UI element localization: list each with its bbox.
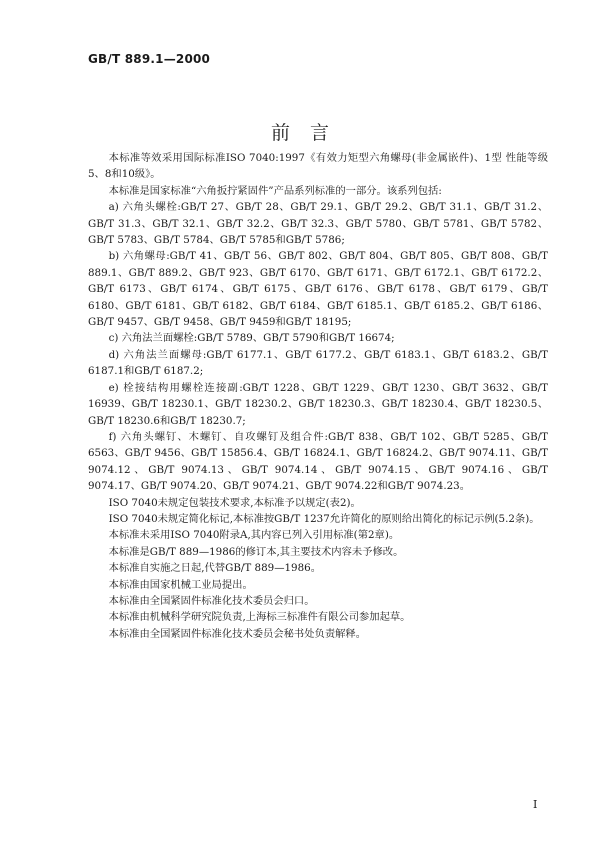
paragraph-marking: ISO 7040未规定简化标记,本标准按GB/T 1237允许简化的原则给出简化的标记示例(5.2条)。 (108, 512, 540, 525)
paragraph-proposed-by: 本标准由国家机械工业局提出。 (108, 578, 253, 591)
paragraph-packaging: ISO 7040未规定包装技术要求,本标准予以规定(表2)。 (108, 496, 361, 509)
page-title: 前言 (270, 122, 349, 144)
paragraph-drafted-by: 本标准由机械科学研究院负责,上海标三标准件有限公司参加起草。 (108, 611, 411, 624)
list-item-f: f) 六角头螺钉、木螺钉、自攻螺钉及组合件:GB/T 838、GB/T 102、GB/T 5285、GB/T 6563、GB/T 9456、GB/T 15856.4、GB/T 16824.1、GB/T 16824.2、GB/T 9074.11、GB/T 9074.12、GB/T 9074.13、GB/T 9074.14、GB/T 9074.15、GB/T 9074.16、GB/T 9074.17、GB/T 9074.20、GB/T 9074.21、GB/T 9074.22和GB/T 9074.23。 (88, 430, 548, 493)
paragraph-annex: 本标准未采用ISO 7040附录A,其内容已列入引用标准(第2章)。 (108, 529, 400, 542)
list-item-b: b) 六角螺母:GB/T 41、GB/T 56、GB/T 802、GB/T 804、GB/T 805、GB/T 808、GB/T 889.1、GB/T 889.2、GB/T 923、GB/T 6170、GB/T 6171、GB/T 6172.1、GB/T 6172.2、GB/T 6173、GB/T 6174、GB/T 6175、GB/T 6176、GB/T 6178、GB/T 6179、GB/T 6180、GB/T 6181、GB/T 6182、GB/T 6184、GB/T 6185.1、GB/T 6185.2、GB/T 6186、GB/T 9457、GB/T 9458、GB/T 9459和GB/T 18195; (88, 250, 548, 329)
paragraph-replaces: 本标准自实施之日起,代替GB/T 889—1986。 (108, 562, 321, 575)
list-item-d: d) 六角法兰面螺母:GB/T 6177.1、GB/T 6177.2、GB/T 6183.1、GB/T 6183.2、GB/T 6187.1和GB/T 6187.2; (88, 348, 548, 378)
paragraph-series-intro: 本标准是国家标准“六角扳拧紧固件”产品系列标准的一部分。该系列包括: (108, 184, 442, 197)
page-number: I (533, 798, 538, 811)
list-item-c: c) 六角法兰面螺栓:GB/T 5789、GB/T 5790和GB/T 16674; (108, 332, 395, 345)
list-item-a: a) 六角头螺栓:GB/T 27、GB/T 28、GB/T 29.1、GB/T 29.2、GB/T 31.1、GB/T 31.2、GB/T 31.3、GB/T 32.1、GB/T 32.2、GB/T 32.3、GB/T 5780、GB/T 5781、GB/T 5782、GB/T 5783、GB/T 5784、GB/T 5785和GB/T 5786; (88, 201, 548, 247)
document-body (88, 150, 548, 642)
standard-code: GB/T 889.1—2000 (88, 52, 211, 66)
list-item-e: e) 栓接结构用螺栓连接副:GB/T 1228、GB/T 1229、GB/T 1230、GB/T 3632、GB/T 16939、GB/T 18230.1、GB/T 18230.2、GB/T 18230.3、GB/T 18230.4、GB/T 18230.5、GB/T 18230.6和GB/T 18230.7; (88, 381, 548, 427)
paragraph-centralized-by: 本标准由全国紧固件标准化技术委员会归口。 (108, 594, 315, 607)
paragraph-revision: 本标准是GB/T 889—1986的修订本,其主要技术内容未予修改。 (108, 545, 404, 558)
paragraph-equivalence: 本标准等效采用国际标准ISO 7040:1997《有效力矩型六角螺母(非金属嵌件)、1型 性能等级5、8和10级》。 (88, 152, 548, 181)
paragraph-interpreted-by: 本标准由全国紧固件标准化技术委员会秘书处负责解释。 (108, 627, 367, 640)
